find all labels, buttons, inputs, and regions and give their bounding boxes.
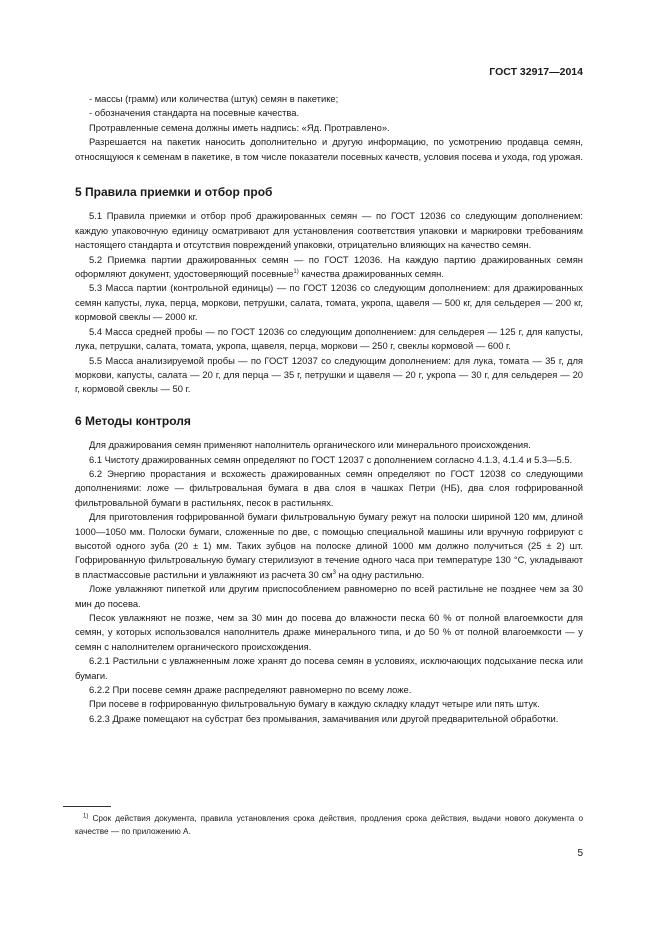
paragraph-treated-seeds: Протравленные семена должны иметь надпись: «Яд. Протравлено». [89,121,390,133]
clause-6-2-paper-text-b: на одну растильню. [335,568,425,580]
unit-superscript: 3 [332,569,336,576]
section-5-heading: 5 Правила приемки и отбор проб [75,185,273,200]
clause-5-2 [75,253,583,282]
clause-6-2: 6.2 Энергию прорастания и всхожесть дражированных семян определяют по ГОСТ 12038 со следующими дополнениями: ложе — фильтровальная бумага в два слоя в чашках Петри (НБ), два слоя гофрированной фильтровальной бумаги в растильнях, песок в растильнях. [75,467,583,508]
footnote-ref: 1) [293,268,299,275]
clause-5-1: 5.1 Правила приемки и отбор проб дражированных семян — по ГОСТ 12036 со следующим дополнением: каждую упаковочную единицу осматривают для установления соответствия упаковки и маркировки требованиям настоящего стандарта и отсутствия повреждений упаковки, отрицательно влияющих на качество семян. [75,210,583,251]
clause-6-2-paper-text-a: Для приготовления гофрированной бумаги фильтровальную бумагу режут на полоски шириной 120 мм, длиной 1000—1050 мм. Полоски бумаги, сложенные по две, с помощью специальной машины или вручную гофрируют с высотой одного зуба (20 ± 1) мм. Таких зубцов на полоске длиной 1000 мм должно получиться (25 ± 2) шт. Гофрированную фильтровальную бумагу стерилизуют в течение одного часа при температуре 130 °С, укладывают в пластмассовые растильни и увлажняют из расчета 30 см [75,511,583,580]
document-body [75,92,583,726]
clause-6-2-paper-prep [75,510,583,582]
clause-6-2-3: 6.2.3 Драже помещают на субстрат без промывания, замачивания или другой предварительной обработки. [89,712,559,724]
footnote-divider [63,806,111,807]
clause-5-2-text-a: 5.2 Приемка партии дражированных семян — по ГОСТ 12036. На каждую партию дражированных семян оформляют документ, удостоверяющий посевные [75,253,583,280]
section-6-heading: 6 Методы контроля [75,413,191,428]
clause-6-2-2: 6.2.2 При посеве семян драже распределяют равномерно по всему ложе. [89,684,412,696]
clause-5-2-text-b: качества дражированных семян. [298,268,444,280]
clause-6-1: 6.1 Чистоту дражированных семян определяют по ГОСТ 12037 с дополнением согласно 4.1.3, 4.1.4 и 5.3—5.5. [89,453,573,465]
clause-5-3: 5.3 Масса партии (контрольной единицы) — по ГОСТ 12036 со следующим дополнением: для дражированных семян капусты, лука, перца, моркови, петрушки, салата, томата, укропа, щавеля — 500 кг, для сельдерея — 200 кг, кормовой свеклы — 2000 кг. [75,282,583,323]
paragraph-extra-info: Разрешается на пакетик наносить дополнительно и другую информацию, по усмотрению продавца семян, относящуюся к семенам в пакетике, в том числе показатели посевных качеств, условия посева и ухода, год урожая. [75,136,583,162]
clause-5-5: 5.5 Масса анализируемой пробы — по ГОСТ 12037 со следующим дополнением: для лука, томата — 35 г, для моркови, капусты, салата — 20 г, для перца — 35 г, петрушки и щавеля — 20 г, укропа — 30 г, для сельдерея — 20 г, кормовой свеклы — 50 г. [75,354,583,395]
footnote-mark: 1) [83,813,89,820]
clause-6-2-moisten-sand: Песок увлажняют не позже, чем за 30 мин до посева до влажности песка 60 % от полной влагоемкости для семян, у которых использовался наполнитель драже минерального типа, и до 50 % от полной влагоемкости — у семян с наполнителем органического происхождения. [75,612,583,652]
clause-6-2-1: 6.2.1 Растильни с увлажненным ложе хранят до посева семян в условиях, исключающих подсыхание песка или бумаги. [75,655,583,681]
footnote-text: Срок действия документа, правила установления срока действия, продления срока действия, выдачи нового документа о качестве — по приложению А. [75,814,583,836]
list-item-mass: - массы (грамм) или количества (штук) семян в пакетике; [89,93,339,104]
clause-5-4: 5.4 Масса средней пробы — по ГОСТ 12036 со следующим дополнением: для сельдерея — 125 г, для капусты, лука, петрушки, салата, томата, укропа, щавеля, перца, моркови — 250 г, свеклы кормовой — 600 г. [75,325,583,352]
page-number: 5 [577,848,583,859]
clause-6-2-2-b: При посеве в гофрированную фильтровальную бумагу в каждую складку кладут четыре или пять штук. [89,698,540,710]
footnote [75,812,583,838]
document-header-id: ГОСТ 32917—2014 [489,66,583,78]
section-6-intro: Для дражирования семян применяют наполнитель органического или минерального происхождения. [89,439,531,451]
clause-6-2-moisten-bed: Ложе увлажняют пипеткой или другим приспособлением равномерно по всей растильне не позднее чем за 30 мин до посева. [75,583,583,609]
list-item-standard: - обозначения стандарта на посевные качества. [89,107,300,119]
